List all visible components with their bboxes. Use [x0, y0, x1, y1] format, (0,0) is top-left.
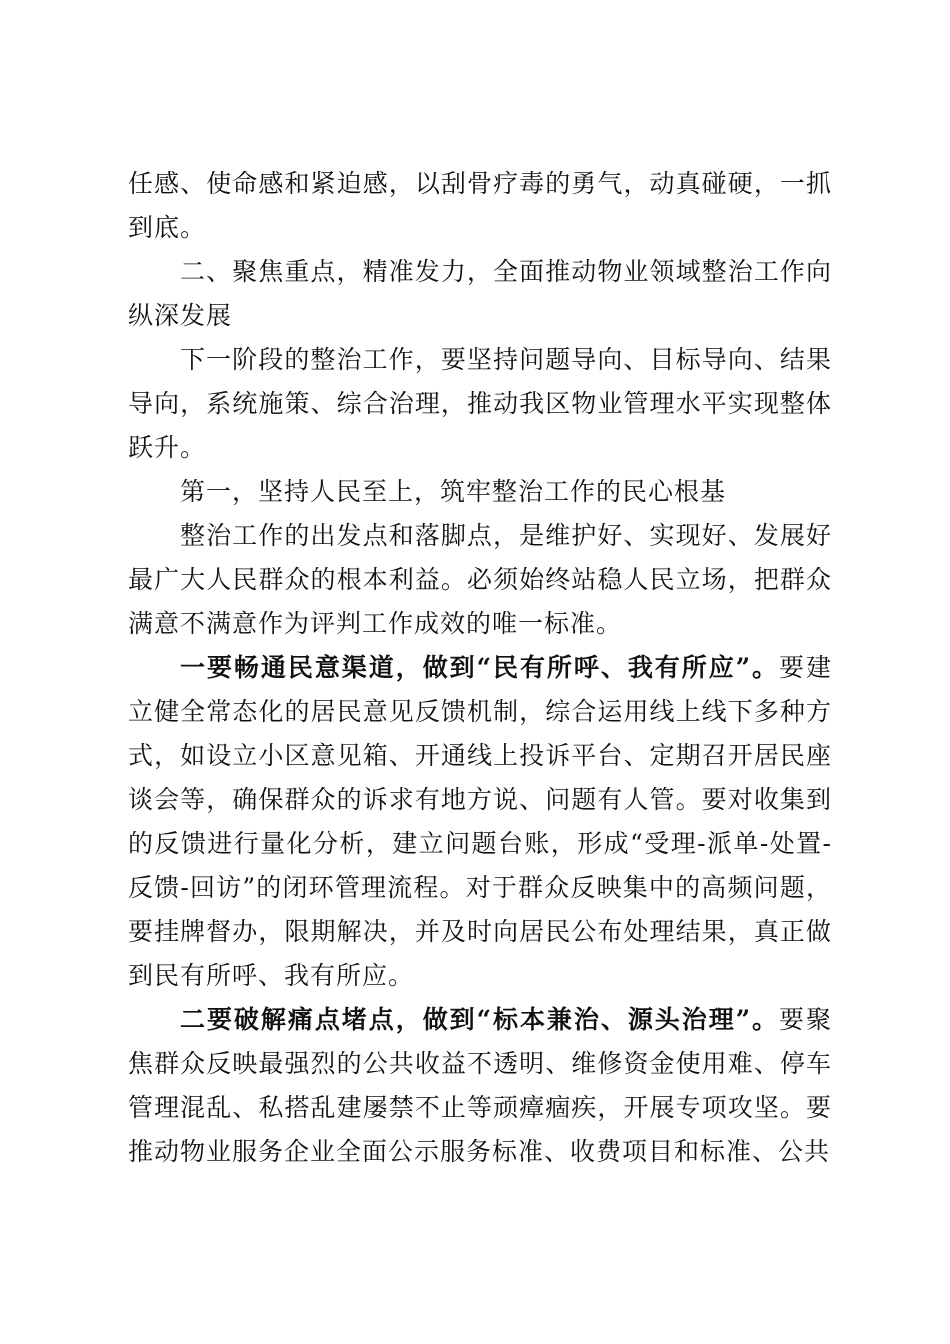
point-two-text: 要聚焦群众反映最强烈的公共收益不透明、维修资金使用难、停车管理混乱、私搭乱建屡禁不止等顽瘴痼疾，开展专项攻坚。要推动物业服务企业全面公示服务标准、收费项目和标准、公共 — [128, 1005, 832, 1166]
point-two-lead: 二要破解痛点堵点，做到“标本兼治、源头治理”。 — [180, 1005, 780, 1034]
document-body — [128, 162, 832, 1174]
point-one-text: 要建立健全常态化的居民意见反馈机制，综合运用线上线下多种方式，如设立小区意见箱、开通线上投诉平台、定期召开居民座谈会等，确保群众的诉求有地方说、问题有人管。要对收集到的反馈进行量化分析，建立问题台账，形成“受理-派单-处置-反馈-回访”的闭环管理流程。对于群众反映集中的高频问题，要挂牌督办，限期解决，并及时向居民公布处理结果，真正做到民有所呼、我有所应。 — [128, 653, 832, 990]
paragraph-body: 整治工作的出发点和落脚点，是维护好、实现好、发展好最广大人民群众的根本利益。必须始终站稳人民立场，把群众满意不满意作为评判工作成效的唯一标准。 — [128, 521, 832, 638]
paragraph-intro: 下一阶段的整治工作，要坚持问题导向、目标导向、结果导向，系统施策、综合治理，推动我区物业管理水平实现整体跃升。 — [128, 345, 832, 462]
paragraph-continuation: 任感、使命感和紧迫感，以刮骨疗毒的勇气，动真碰硬，一抓到底。 — [128, 169, 832, 242]
section-heading: 二、聚焦重点，精准发力，全面推动物业领域整治工作向纵深发展 — [128, 257, 832, 330]
point-one-lead: 一要畅通民意渠道，做到“民有所呼、我有所应”。 — [180, 653, 780, 682]
paragraph-point-one — [128, 646, 832, 998]
paragraph-point-two — [128, 998, 832, 1174]
subsection-heading: 第一，坚持人民至上，筑牢整治工作的民心根基 — [180, 477, 727, 506]
